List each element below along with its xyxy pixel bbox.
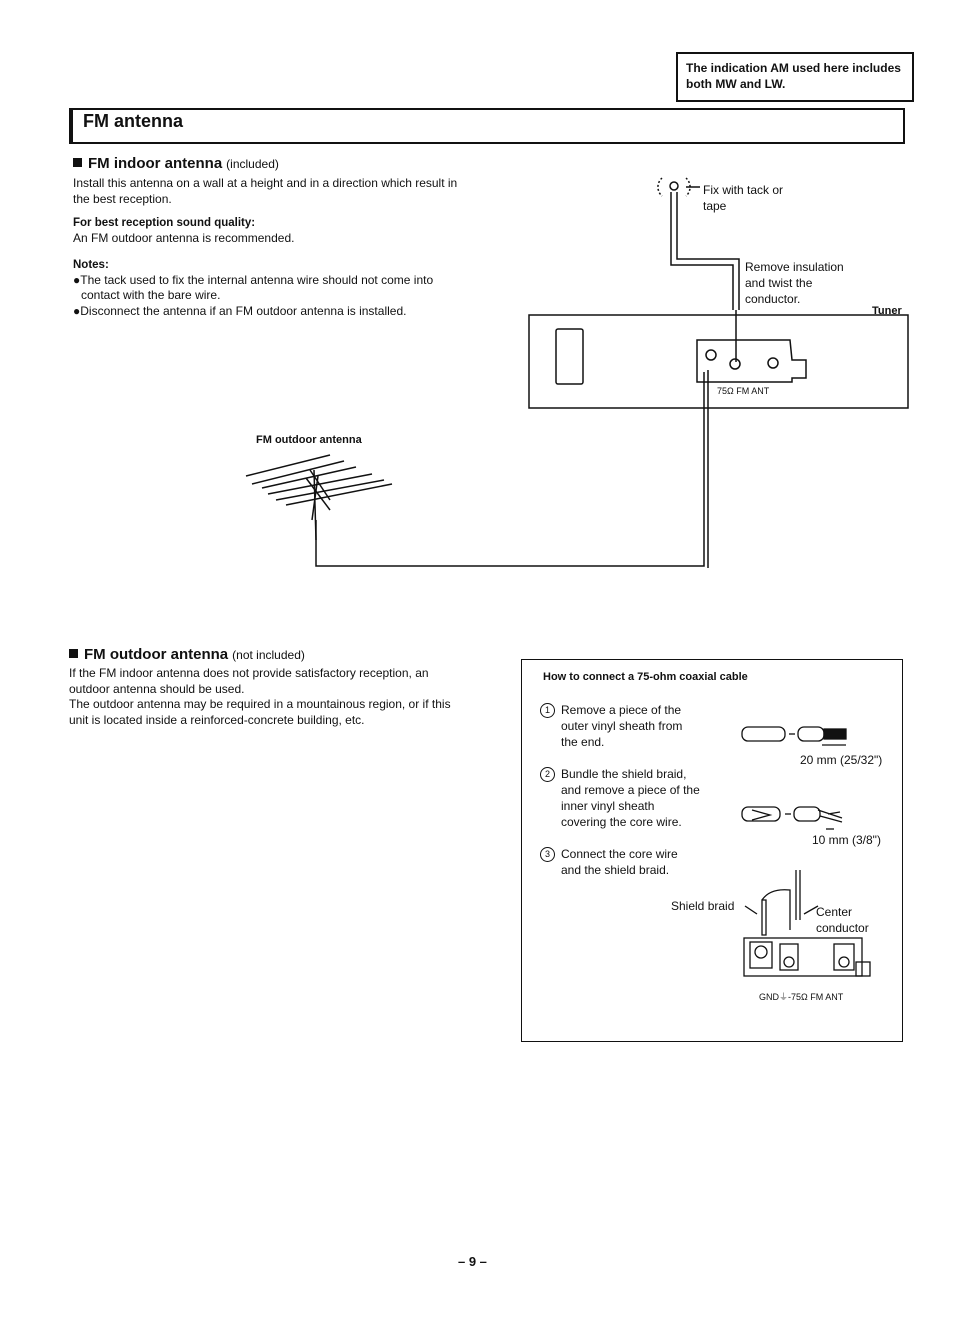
tuner-label: Tuner — [872, 305, 902, 317]
outdoor-antenna-label: FM outdoor antenna — [256, 434, 362, 446]
outdoor-heading: FM outdoor antenna (not included) — [69, 646, 454, 663]
notes-label: Notes: — [73, 258, 109, 271]
fix-label: Fix with tack or tape — [703, 183, 784, 213]
cable-inner-sheath — [742, 807, 780, 821]
coax-step-1: 1 Remove a piece of the outer vinyl sheath from the end. — [540, 702, 700, 750]
outdoor-para-1: If the FM indoor antenna does not provide satisfactory reception, an outdoor antenna should be used. — [69, 666, 429, 696]
indoor-heading: FM indoor antenna (included) — [73, 155, 458, 172]
indoor-intro: Install this antenna on a wall at a height and in a direction which result in the best reception. — [73, 176, 458, 206]
am-indication-note: The indication AM used here includes both MW and LW. — [676, 52, 914, 102]
center-conductor-label: Center conductor — [816, 905, 869, 935]
page-number: – 9 – — [458, 1254, 487, 1269]
coax-terminal-label: GND⏚-75Ω FM ANT — [759, 992, 844, 1002]
best-reception-text: An FM outdoor antenna is recommended. — [73, 231, 295, 245]
section-title: FM antenna — [83, 111, 184, 131]
remove-insulation-label: Remove insulation and twist the conductor. — [745, 260, 844, 306]
coax-title: How to connect a 75-ohm coaxial cable — [543, 671, 748, 683]
dimension-10mm: 10 mm (3/8") — [812, 833, 881, 847]
shield-braid-label: Shield braid — [671, 899, 735, 913]
dimension-20mm: 20 mm (25/32") — [800, 753, 883, 767]
note-item: ●Disconnect the antenna if an FM outdoor antenna is installed. — [73, 303, 407, 318]
coax-step-3: 3 Connect the core wire and the shield braid. — [540, 846, 700, 878]
coax-step-2: 2 Bundle the shield braid, and remove a piece of the inner vinyl sheath covering the core wire. — [540, 766, 700, 830]
fm-terminal-label: 75Ω FM ANT — [717, 386, 770, 396]
note-item: ●The tack used to fix the internal antenna wire should not come into contact with the bare wire. — [73, 272, 434, 302]
best-reception-label: For best reception sound quality: — [73, 217, 256, 229]
outdoor-para-2: The outdoor antenna may be required in a mountainous region, or if this unit is located inside a reinforced-concrete building, etc. — [69, 697, 451, 727]
cable-outer-sheath — [742, 727, 785, 741]
